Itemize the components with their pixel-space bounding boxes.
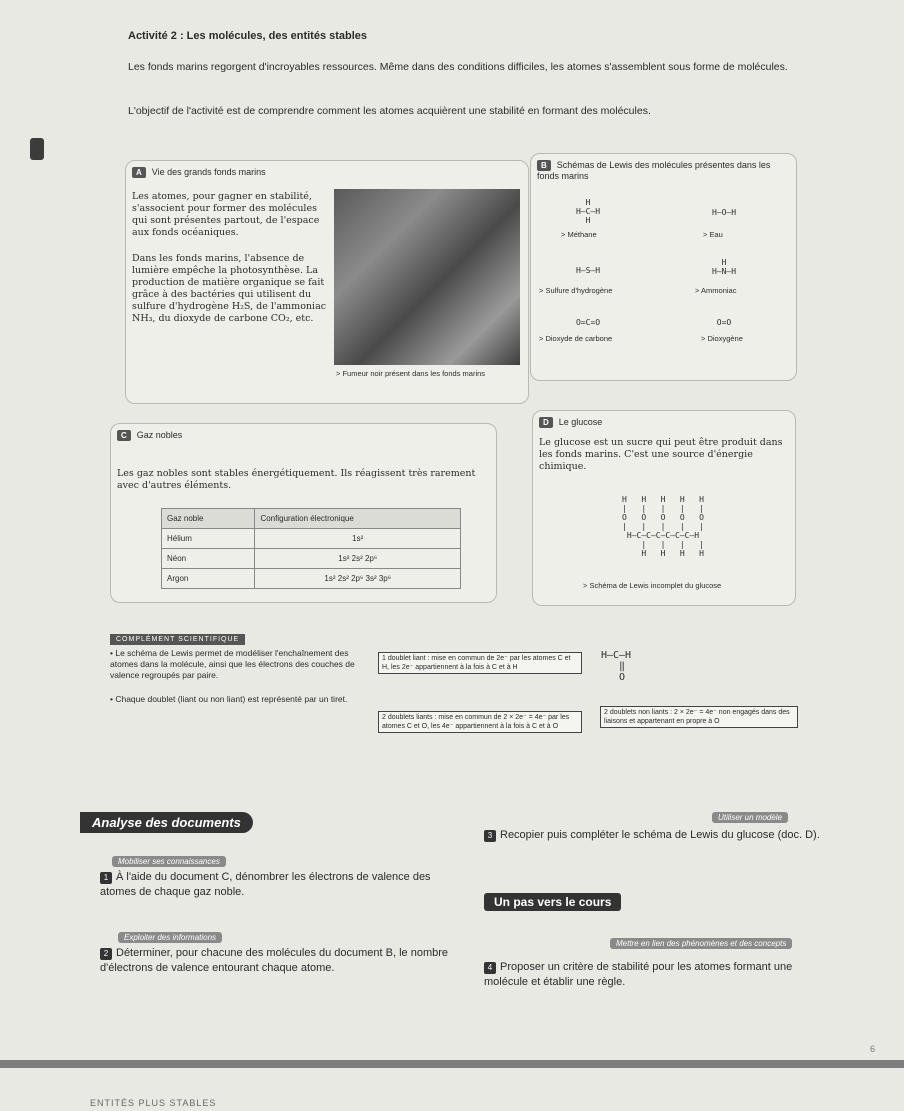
double-bond-note: 2 doublets liants : mise en commun de 2 × 2e⁻ = 4e⁻ par les atomes C et O, les 4e⁻ appartiennent à la fois à C et à O <box>378 711 582 733</box>
tag-modele: Utiliser un modèle <box>712 812 788 823</box>
gas-configuration: 1s² 2s² 2p⁶ <box>255 549 461 569</box>
activity-title: Activité 2 : Les molécules, des entités stables <box>128 30 368 42</box>
question-3-text: Recopier puis compléter le schéma de Lewis du glucose (doc. D). <box>500 829 820 841</box>
column-header-configuration: Configuration électronique <box>255 509 461 529</box>
question-4-text: Proposer un critère de stabilité pour les atomes formant une molécule et établir une règle. <box>484 961 793 988</box>
water-lewis: H—O—H <box>711 208 737 217</box>
question-2-number: 2 <box>100 948 112 960</box>
black-smoker-photo <box>334 189 520 365</box>
column-header-noble-gas: Gaz noble <box>162 509 255 529</box>
doc-c-text: Les gaz nobles sont stables énergétiquement. Ils réagissent très rarement avec d'autres éléments. <box>117 468 476 491</box>
doc-b-badge: B <box>537 160 551 171</box>
methane-label: > Méthane <box>561 230 597 239</box>
analyse-title: Analyse des documents <box>80 812 253 833</box>
complement-text-1: • Le schéma de Lewis permet de modéliser l'enchaînement des atomes dans la molécule, ainsi que les électrons des couches de valence regroupés par paire. <box>110 648 355 680</box>
doc-a-header <box>132 167 266 178</box>
hydrogen-sulfide-lewis: H—S—H <box>575 266 601 275</box>
tag-exploiter: Exploiter des informations <box>118 932 222 943</box>
document-c <box>110 423 497 603</box>
gas-name: Hélium <box>162 529 255 549</box>
document-b <box>530 153 797 381</box>
doc-d-text: Le glucose est un sucre qui peut être produit dans les fonds marins. C'est une source d'énergie chimique. <box>539 437 783 472</box>
doc-c-header <box>117 430 182 441</box>
doc-a-title: Vie des grands fonds marins <box>151 167 266 177</box>
intro-paragraph-2: L'objectif de l'activité est de comprendre comment les atomes acquièrent une stabilité en formant des molécules. <box>128 105 651 117</box>
glucose-lewis: H H H H H | | | | | O O O O O | | | | | H—C—C—C—C—C—C—H | | | | H H H H <box>622 495 704 558</box>
cours-banner: Un pas vers le cours <box>484 893 621 911</box>
gas-name: Néon <box>162 549 255 569</box>
bookmark-tab <box>30 138 44 160</box>
complement-text-2: • Chaque doublet (liant ou non liant) est représenté par un tiret. <box>110 694 348 704</box>
doc-d-badge: D <box>539 417 553 428</box>
complement-header: COMPLÉMENT SCIENTIFIQUE <box>110 634 245 645</box>
question-2-text: Déterminer, pour chacune des molécules du document B, le nombre d'électrons de valence entourant chaque atome. <box>100 947 449 974</box>
ammonia-label: > Ammoniac <box>695 286 737 295</box>
footer-text: ENTITÉS PLUS STABLES <box>90 1098 217 1108</box>
question-1-text: À l'aide du document C, dénombrer les électrons de valence des atomes de chaque gaz noble. <box>100 871 431 898</box>
doc-a-badge: A <box>132 167 146 178</box>
lone-pair-note: 2 doublets non liants : 2 × 2e⁻ = 4e⁻ non engagés dans des liaisons et appartenant en propre à O <box>600 706 798 728</box>
page-number: 6 <box>870 1044 876 1054</box>
question-1 <box>100 870 460 900</box>
doc-d-header <box>539 417 602 428</box>
document-d <box>532 410 796 606</box>
table-row <box>162 569 461 589</box>
doc-d-caption: > Schéma de Lewis incomplet du glucose <box>583 581 722 590</box>
gas-name: Argon <box>162 569 255 589</box>
ammonia-lewis: H H—N—H <box>711 258 737 276</box>
table-row <box>162 549 461 569</box>
doc-a-text-1: Les atomes, pour gagner en stabilité, s'associent pour former des molécules qui sont présentes partout, de l'espace aux fonds océaniques. <box>132 191 320 238</box>
single-bond-note: 1 doublet liant : mise en commun de 2e⁻ par les atomes C et H, les 2e⁻ appartiennent à la fois à C et à H <box>378 652 582 674</box>
doc-a-photo-caption: > Fumeur noir présent dans les fonds marins <box>336 369 486 378</box>
carbon-dioxide-lewis: O=C=O <box>575 318 601 327</box>
question-4-number: 4 <box>484 962 496 974</box>
gas-configuration: 1s² <box>255 529 461 549</box>
formaldehyde-diagram: H—C—H ‖ O <box>600 650 632 683</box>
doc-b-title: Schémas de Lewis des molécules présentes dans les fonds marins <box>537 160 771 181</box>
carbon-dioxide-label: > Dioxyde de carbone <box>539 334 613 343</box>
tag-lien: Mettre en lien des phénomènes et des concepts <box>610 938 792 949</box>
doc-c-title: Gaz nobles <box>136 430 183 440</box>
doc-b-header <box>537 160 787 181</box>
dioxygen-lewis: O=O <box>716 318 732 327</box>
tag-mobiliser: Mobiliser ses connaissances <box>112 856 226 867</box>
footer-rule <box>0 1060 904 1068</box>
doc-d-title: Le glucose <box>558 417 603 427</box>
doc-c-badge: C <box>117 430 131 441</box>
doc-a-text-2: Dans les fonds marins, l'absence de lumière empêche la photosynthèse. La production de matière organique se fait grâce à des bactéries qui utilisent du sulfure d'hydrogène H₂S, de l'ammoniac NH₃, du dioxyde de carbone CO₂, etc. <box>132 253 327 324</box>
question-4 <box>484 960 824 990</box>
document-a <box>125 160 529 404</box>
intro-paragraph-1: Les fonds marins regorgent d'incroyables ressources. Même dans des conditions difficiles, les atomes s'assemblent sous forme de molécules. <box>128 61 788 73</box>
noble-gas-table <box>161 508 461 589</box>
water-label: > Eau <box>703 230 723 239</box>
table-row <box>162 529 461 549</box>
question-1-number: 1 <box>100 872 112 884</box>
methane-lewis: H H—C—H H <box>575 198 601 225</box>
gas-configuration: 1s² 2s² 2p⁶ 3s² 3p⁶ <box>255 569 461 589</box>
question-2 <box>100 946 460 976</box>
question-3-number: 3 <box>484 830 496 842</box>
dioxygen-label: > Dioxygène <box>701 334 743 343</box>
question-3 <box>484 828 824 843</box>
hydrogen-sulfide-label: > Sulfure d'hydrogène <box>539 286 613 295</box>
